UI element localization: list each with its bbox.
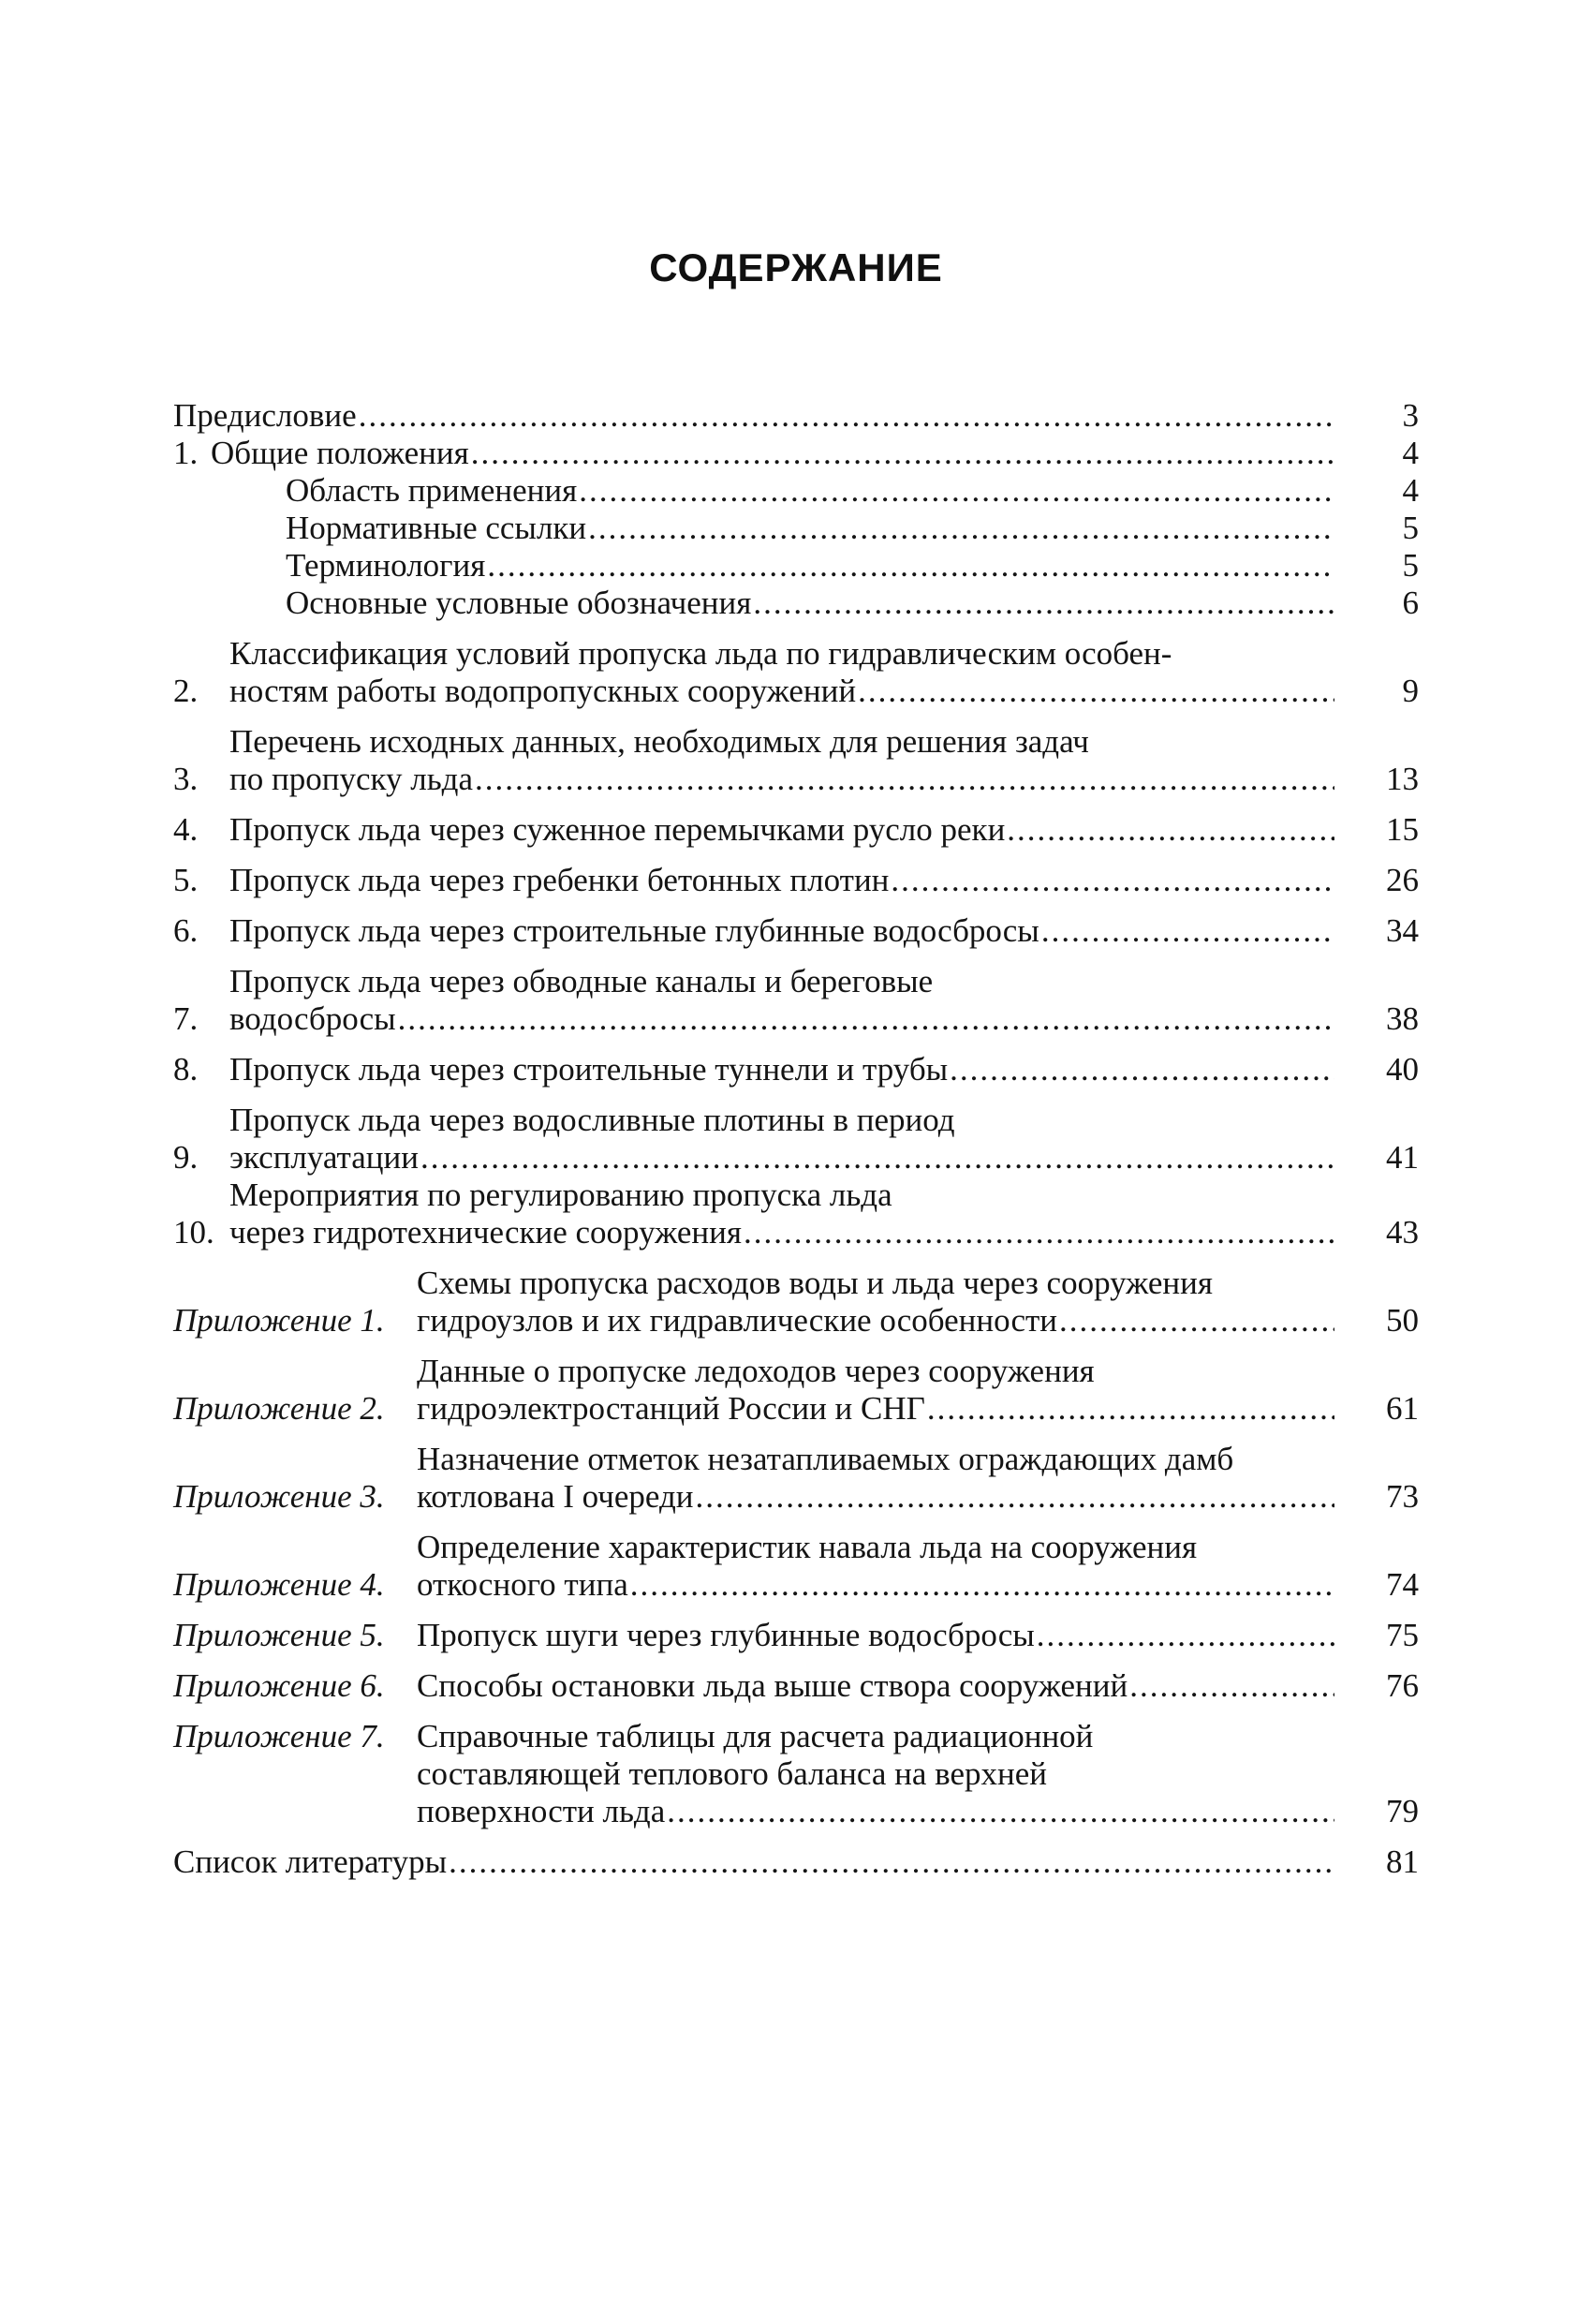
dot-leader bbox=[473, 761, 1334, 798]
toc-page-number: 15 bbox=[1386, 811, 1419, 848]
toc-entry-title-line: водосбросы bbox=[229, 1000, 396, 1037]
toc-page-number: 9 bbox=[1402, 673, 1419, 709]
toc-entry-title: Терминология bbox=[286, 547, 486, 584]
toc-entry-title: Способы остановки льда выше створа сооружений bbox=[417, 1667, 1128, 1704]
toc-page-number: 6 bbox=[1402, 585, 1419, 621]
toc-entry-title-line: ностям работы водопропускных сооружений bbox=[229, 673, 857, 709]
toc-entry-appendix-4[interactable] bbox=[173, 1529, 1419, 1604]
toc-entry-appendix-6[interactable] bbox=[173, 1667, 1419, 1705]
toc-entry-title-line: Перечень исходных данных, необходимых для решения задач bbox=[229, 723, 1089, 760]
toc-entry-title-line: через гидротехнические сооружения bbox=[229, 1214, 742, 1251]
toc-subentry-scope[interactable] bbox=[173, 472, 1419, 510]
toc-subentry-normative-refs[interactable] bbox=[173, 510, 1419, 547]
dot-leader bbox=[1057, 1302, 1334, 1340]
toc-page-number: 13 bbox=[1386, 761, 1419, 797]
dot-leader bbox=[396, 1000, 1334, 1038]
toc-entry-title: Пропуск льда через строительные глубинные водосбросы bbox=[229, 912, 1039, 949]
toc-page-number: 79 bbox=[1386, 1793, 1419, 1829]
dot-leader bbox=[856, 673, 1334, 710]
dot-leader bbox=[419, 1139, 1334, 1177]
dot-leader bbox=[628, 1566, 1334, 1604]
toc-section-number: 4. bbox=[173, 811, 199, 848]
toc-section-number: 2. bbox=[173, 673, 199, 709]
dot-leader bbox=[447, 1843, 1334, 1881]
dot-leader bbox=[357, 397, 1334, 435]
toc-appendix-label: Приложение 6. bbox=[173, 1667, 385, 1704]
table-of-contents bbox=[173, 397, 1419, 1881]
toc-page-number: 75 bbox=[1386, 1617, 1419, 1653]
toc-entry-title: Основные условные обозначения bbox=[286, 585, 752, 621]
toc-section-number: 8. bbox=[173, 1051, 199, 1088]
toc-entry-title-line: составляющей теплового баланса на верхней bbox=[417, 1755, 1047, 1792]
toc-entry-title-line: Мероприятия по регулированию пропуска льда bbox=[229, 1177, 892, 1213]
toc-entry-appendix-2[interactable] bbox=[173, 1353, 1419, 1428]
toc-appendix-label: Приложение 1. bbox=[173, 1302, 385, 1339]
toc-section-number: 10. bbox=[173, 1214, 214, 1251]
toc-page-number: 40 bbox=[1386, 1051, 1419, 1088]
toc-entry-title-line: эксплуатации bbox=[229, 1139, 420, 1176]
toc-appendix-label: Приложение 3. bbox=[173, 1478, 385, 1515]
toc-subentry-terminology[interactable] bbox=[173, 547, 1419, 585]
toc-page-number: 74 bbox=[1386, 1566, 1419, 1603]
toc-entry-preface[interactable] bbox=[173, 397, 1419, 435]
toc-entry-appendix-5[interactable] bbox=[173, 1617, 1419, 1654]
page-title: СОДЕРЖАНИЕ bbox=[649, 245, 943, 289]
dot-leader bbox=[665, 1793, 1334, 1830]
toc-entry-title-line: котлована I очереди bbox=[417, 1478, 694, 1515]
dot-leader bbox=[577, 472, 1334, 510]
toc-entry-appendix-3[interactable] bbox=[173, 1441, 1419, 1516]
toc-entry-title: Пропуск льда через суженное перемычками русло реки bbox=[229, 811, 1006, 848]
toc-entry-section-3[interactable] bbox=[173, 723, 1419, 798]
toc-section-number: 5. bbox=[173, 862, 199, 898]
dot-leader bbox=[586, 510, 1334, 547]
toc-entry-section-1[interactable] bbox=[173, 435, 1419, 472]
toc-page-number: 3 bbox=[1402, 397, 1419, 434]
toc-entry-title: Область применения bbox=[286, 472, 578, 509]
toc-entry-section-2[interactable] bbox=[173, 635, 1419, 710]
dot-leader bbox=[751, 585, 1334, 622]
toc-page-number: 43 bbox=[1386, 1214, 1419, 1251]
toc-entry-section-7[interactable] bbox=[173, 963, 1419, 1038]
dot-leader bbox=[1128, 1667, 1334, 1705]
toc-entry-title-line: Схемы пропуска расходов воды и льда через сооружения bbox=[417, 1265, 1213, 1301]
toc-entry-title-line: Пропуск льда через водосливные плотины в период bbox=[229, 1102, 955, 1138]
toc-entry-title-line: Определение характеристик навала льда на сооружения bbox=[417, 1529, 1198, 1565]
toc-appendix-label: Приложение 4. bbox=[173, 1566, 385, 1603]
toc-entry-title-line: Пропуск льда через обводные каналы и береговые bbox=[229, 963, 934, 999]
toc-entry-title-line: гидроэлектростанций России и СНГ bbox=[417, 1390, 925, 1427]
toc-entry-title-line: Назначение отметок незатапливаемых ограждающих дамб bbox=[417, 1441, 1234, 1477]
toc-entry-title-line: Классификация условий пропуска льда по гидравлическим особен- bbox=[229, 635, 1172, 672]
toc-page-number: 26 bbox=[1386, 862, 1419, 898]
toc-subentry-notation[interactable] bbox=[173, 585, 1419, 622]
toc-entry-title: Пропуск льда через строительные туннели и трубы bbox=[229, 1051, 949, 1088]
toc-entry-title: Общие положения bbox=[211, 435, 469, 471]
toc-section-number: 9. bbox=[173, 1139, 199, 1176]
toc-entry-section-4[interactable] bbox=[173, 811, 1419, 849]
toc-entry-appendix-7[interactable] bbox=[173, 1718, 1419, 1830]
toc-entry-title: Список литературы bbox=[173, 1843, 448, 1880]
dot-leader bbox=[1005, 811, 1334, 849]
dot-leader bbox=[469, 435, 1334, 472]
toc-entry-title-line: Справочные таблицы для расчета радиационной bbox=[417, 1718, 1094, 1754]
toc-page-number: 5 bbox=[1402, 547, 1419, 584]
toc-entry-title: Пропуск шуги через глубинные водосбросы bbox=[417, 1617, 1035, 1653]
toc-entry-section-6[interactable] bbox=[173, 912, 1419, 950]
toc-appendix-label: Приложение 7. bbox=[173, 1718, 385, 1754]
toc-entry-title-line: откосного типа bbox=[417, 1566, 628, 1603]
toc-section-number: 3. bbox=[173, 761, 199, 797]
dot-leader bbox=[485, 547, 1334, 585]
dot-leader bbox=[1035, 1617, 1334, 1654]
toc-page-number: 38 bbox=[1386, 1000, 1419, 1037]
toc-entry-title-line: по пропуску льда bbox=[229, 761, 474, 797]
dot-leader bbox=[1039, 912, 1334, 950]
toc-page-number: 4 bbox=[1402, 472, 1419, 509]
dot-leader bbox=[925, 1390, 1334, 1428]
toc-entry-title-line: Данные о пропуске ледоходов через сооружения bbox=[417, 1353, 1095, 1389]
toc-entry-section-9[interactable] bbox=[173, 1102, 1419, 1177]
toc-page-number: 4 bbox=[1402, 435, 1419, 471]
toc-appendix-label: Приложение 5. bbox=[173, 1617, 385, 1653]
toc-entry-title: Пропуск льда через гребенки бетонных плотин bbox=[229, 862, 890, 898]
toc-section-number: 6. bbox=[173, 912, 199, 949]
toc-page-number: 73 bbox=[1386, 1478, 1419, 1515]
dot-leader bbox=[889, 862, 1334, 899]
toc-entry-section-10[interactable] bbox=[173, 1177, 1419, 1251]
toc-page-number: 61 bbox=[1386, 1390, 1419, 1427]
toc-entry-title-line: поверхности льда bbox=[417, 1793, 666, 1829]
toc-page-number: 76 bbox=[1386, 1667, 1419, 1704]
toc-section-number: 7. bbox=[173, 1000, 199, 1037]
toc-appendix-label: Приложение 2. bbox=[173, 1390, 385, 1427]
toc-entry-section-8[interactable] bbox=[173, 1051, 1419, 1088]
toc-entry-section-5[interactable] bbox=[173, 862, 1419, 899]
toc-entry-references[interactable] bbox=[173, 1843, 1419, 1881]
toc-entry-appendix-1[interactable] bbox=[173, 1265, 1419, 1340]
toc-page-number: 50 bbox=[1386, 1302, 1419, 1339]
toc-page-number: 5 bbox=[1402, 510, 1419, 546]
toc-page-number: 34 bbox=[1386, 912, 1419, 949]
toc-entry-title: Предисловие bbox=[173, 397, 357, 434]
toc-entry-title: Нормативные ссылки bbox=[286, 510, 587, 546]
toc-page-number: 81 bbox=[1386, 1843, 1419, 1880]
toc-entry-title-line: гидроузлов и их гидравлические особенности bbox=[417, 1302, 1058, 1339]
dot-leader bbox=[694, 1478, 1334, 1516]
dot-leader bbox=[948, 1051, 1334, 1088]
dot-leader bbox=[742, 1214, 1334, 1251]
toc-page-number: 41 bbox=[1386, 1139, 1419, 1176]
toc-section-number: 1. bbox=[173, 435, 199, 471]
